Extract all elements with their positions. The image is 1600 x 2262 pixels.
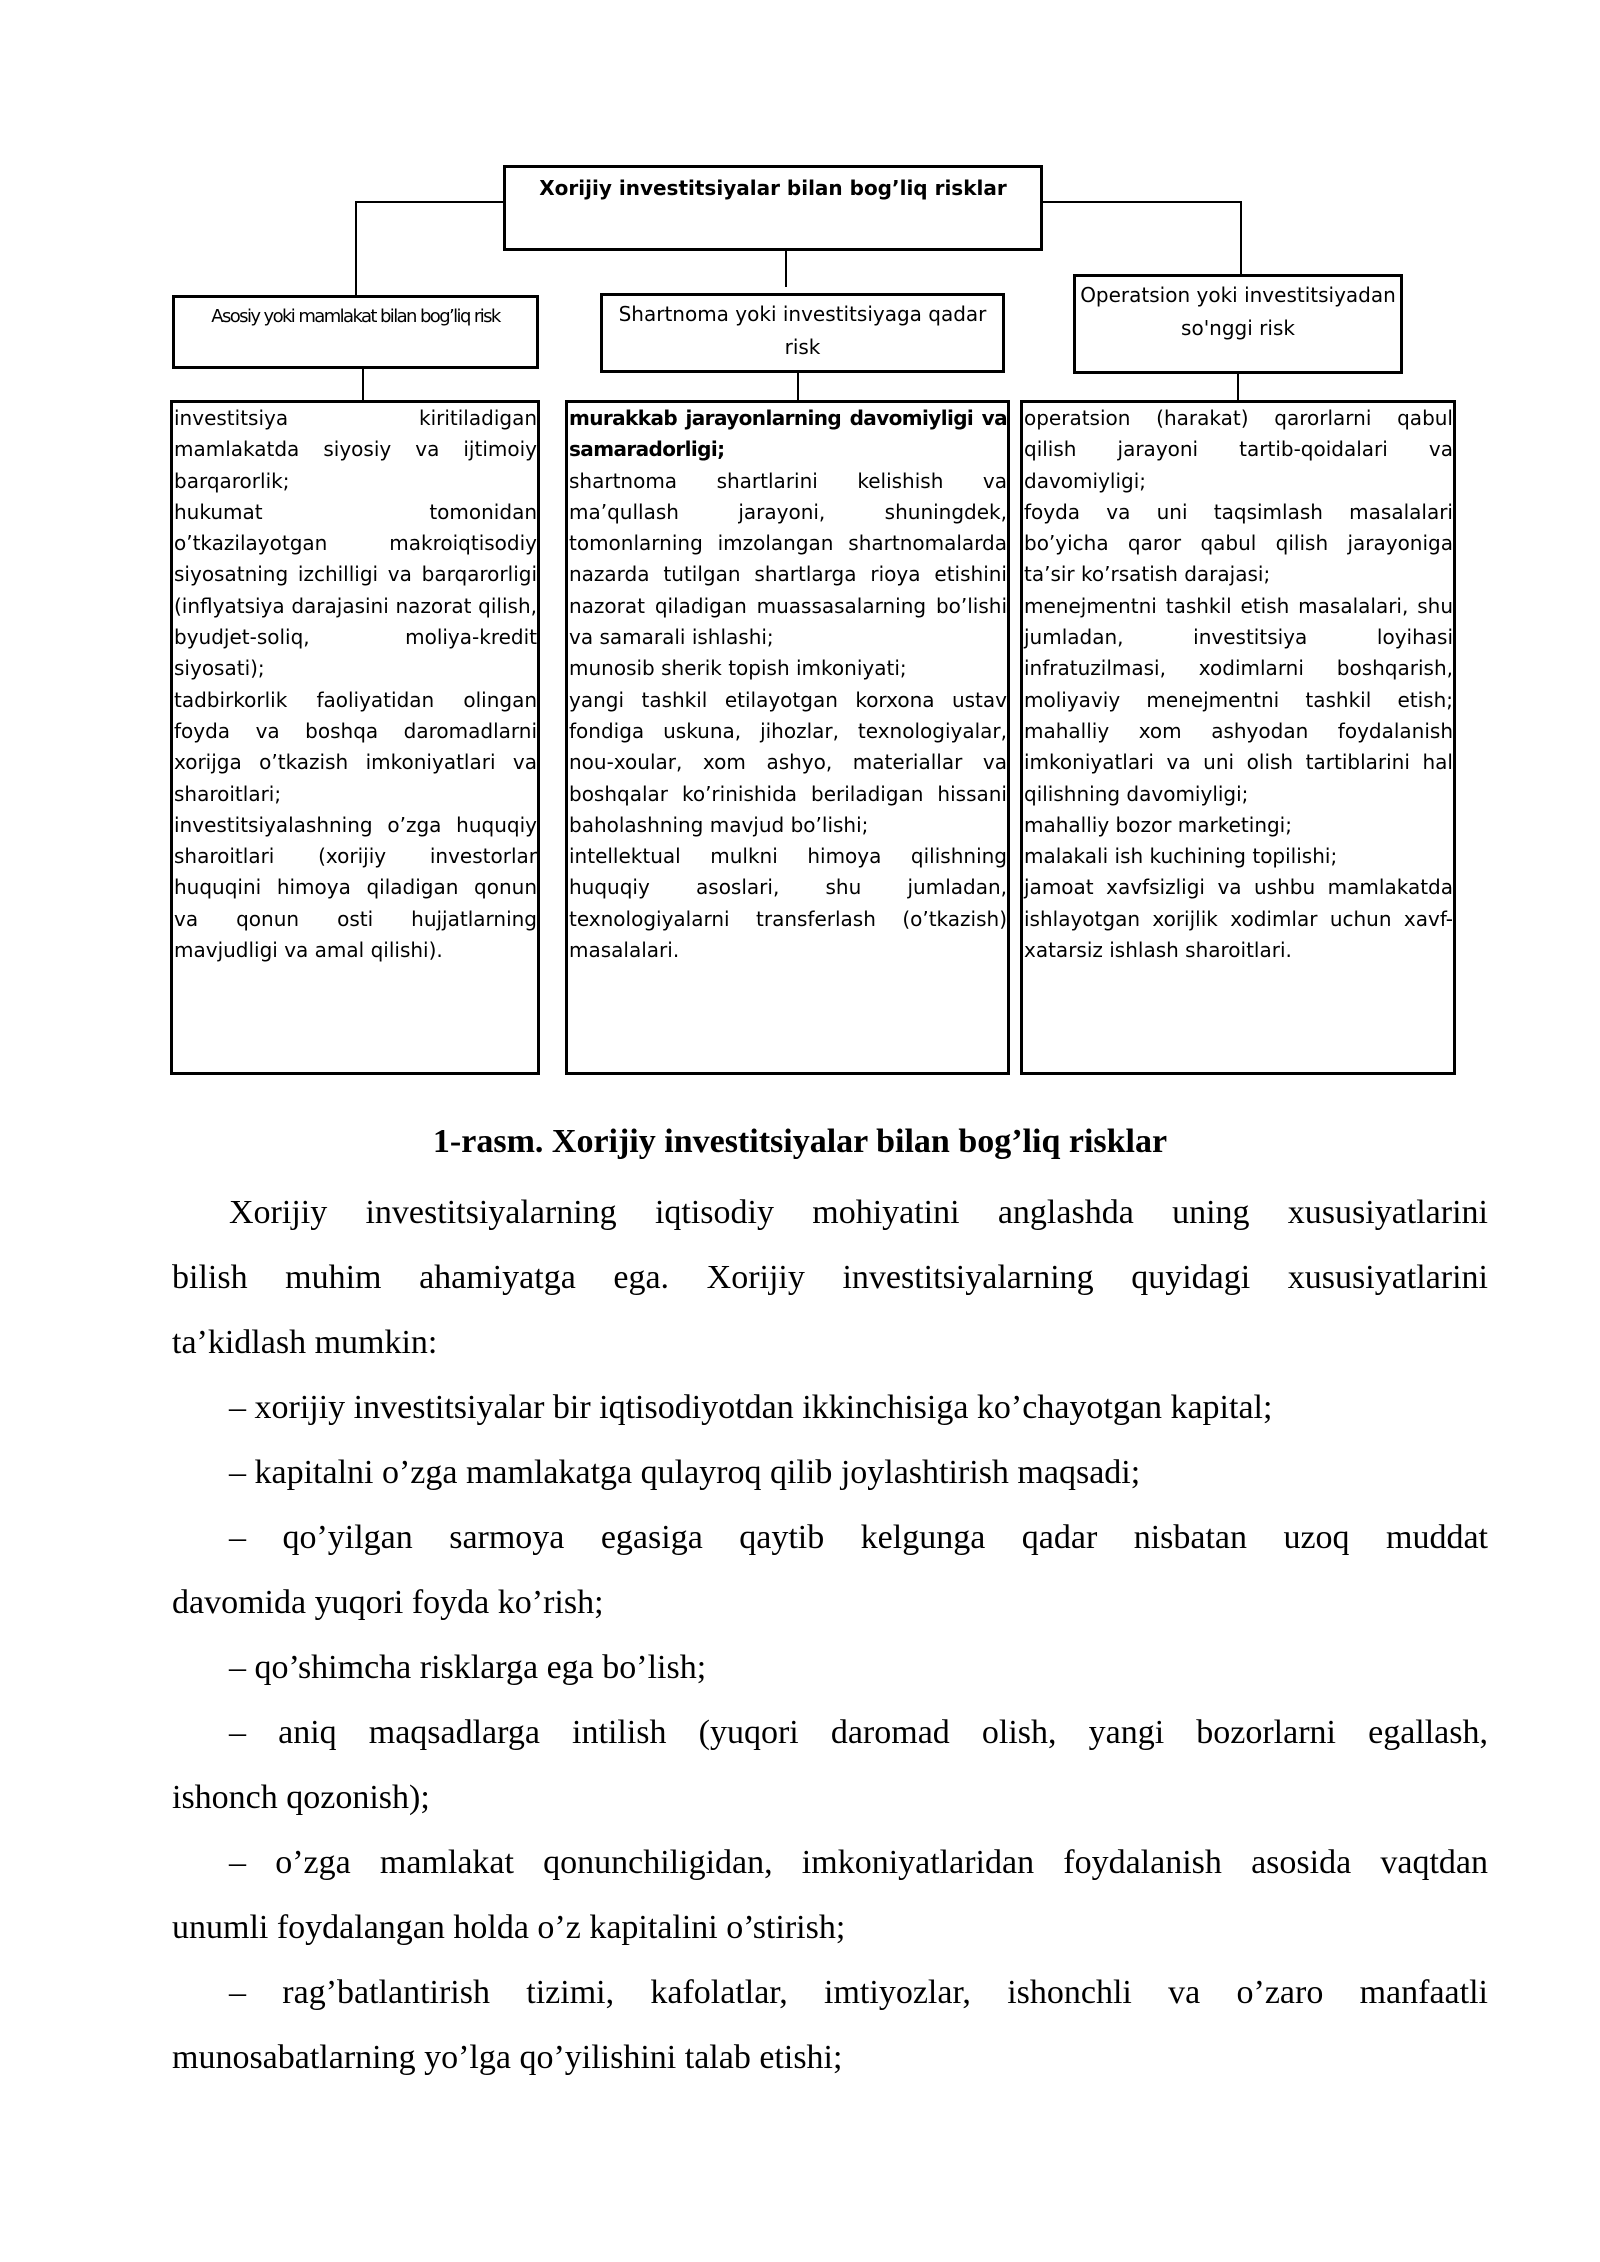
connector-sub2: [797, 373, 799, 400]
category-box-country: [172, 295, 539, 369]
risk-detail-line: jamoat xavfsizligi va ushbu mamlakatda: [1024, 875, 1453, 900]
risk-detail-line: qilishning davomiyligi;: [1024, 781, 1249, 806]
connector-sub3: [1237, 374, 1239, 400]
detail-box-country: [170, 400, 540, 1075]
body-text-line: ishonch qozonish);: [172, 1779, 430, 1816]
body-text-line: – o’zga mamlakat qonunchiligidan, imkoniyatlaridan foydalanish asosida vaqtdan: [229, 1844, 1488, 1881]
risk-detail-line: masalalari.: [569, 938, 680, 963]
risk-detail-line: huquqiy asoslari, shu jumladan,: [569, 875, 1007, 900]
risk-detail-line: moliyaviy menejmentni tashkil etish;: [1024, 687, 1453, 712]
risk-detail-line: samaradorligi;: [569, 437, 725, 462]
risk-detail-line: huquqini himoya qiladigan qonun: [174, 875, 537, 900]
risk-detail-line: baholashning mavjud bo’lishi;: [569, 812, 869, 837]
risk-detail-line: nou-xoular, xom ashyo, materiallar va: [569, 750, 1007, 775]
risk-detail-line: barqarorlik;: [174, 468, 290, 493]
risk-detail-line: yangi tashkil etilayotgan korxona ustav: [569, 687, 1007, 712]
risk-detail-line: texnologiyalarni transferlash (o’tkazish): [569, 906, 1007, 931]
risk-detail-line: investitsiya kiritiladigan: [174, 406, 537, 430]
detail-box-contract: [565, 400, 1010, 1075]
risk-detail-line: boshqalar ko’rinishida beriladigan hissani: [569, 781, 1007, 806]
risk-detail-line: xatarsiz ishlash sharoitlari.: [1024, 938, 1292, 963]
connector-center-vertical: [785, 251, 787, 287]
risk-detail-line: byudjet-soliq, moliya-kredit: [174, 625, 537, 650]
risk-detail-line: foyda va uni taqsimlash masalalari: [1024, 499, 1453, 524]
connector-sub1: [362, 369, 364, 400]
risk-detail-line: munosib sherik topish imkoniyati;: [569, 656, 907, 681]
connector-left-vertical: [355, 201, 357, 296]
figure-caption: 1-rasm. Xorijiy investitsiyalar bilan bog’liq risklar: [432, 1123, 1168, 1160]
risk-detail-line: shartnoma shartlarini kelishish va: [569, 468, 1007, 493]
risk-detail-line: hukumat tomonidan: [174, 499, 537, 524]
risk-detail-line: fondiga uskuna, jihozlar, texnologiyalar,: [569, 718, 1007, 743]
risk-detail-line: bo’yicha qaror qabul qilish jarayoniga: [1024, 531, 1453, 556]
category-label: Asosiy yoki mamlakat bilan bog’liq risk: [211, 306, 500, 327]
risk-detail-line: tomonlarning imzolangan shartnomalarda: [569, 531, 1007, 556]
connector-right-horizontal: [1043, 201, 1241, 203]
body-text-line: – kapitalni o’zga mamlakatga qulayroq qilib joylashtirish maqsadi;: [229, 1454, 1141, 1491]
diagram-title-box: [503, 165, 1043, 251]
body-text-line: – rag’batlantirish tizimi, kafolatlar, imtiyozlar, ishonchli va o’zaro manfaatli: [229, 1974, 1488, 2011]
risk-detail-line: infratuzilmasi, xodimlarni boshqarish,: [1024, 656, 1453, 681]
category-label: Operatsion yoki investitsiyadan so'nggi risk: [1080, 283, 1396, 340]
risk-detail-line: va samarali ishlashi;: [569, 625, 774, 650]
body-text-line: – qo’shimcha risklarga ega bo’lish;: [229, 1649, 707, 1686]
connector-right-vertical: [1240, 201, 1242, 275]
risk-detail-line: siyosatning izchilligi va barqarorligi: [174, 562, 537, 587]
connector-left-horizontal: [355, 201, 504, 203]
risk-detail-line: xorijga o’tkazish imkoniyatlari va: [174, 750, 537, 775]
risk-detail-line: jumladan, investitsiya loyihasi: [1024, 625, 1453, 650]
risk-detail-line: (inflyatsiya darajasini nazorat qilish,: [174, 593, 537, 618]
body-text-line: munosabatlarning yo’lga qo’yilishini talab etishi;: [172, 2039, 843, 2076]
category-label: Shartnoma yoki investitsiyaga qadar risk: [618, 302, 987, 359]
risk-detail-line: sharoitlari (xorijiy investorlar: [174, 844, 537, 869]
risk-detail-line: malakali ish kuchining topilishi;: [1024, 844, 1338, 869]
risk-detail-line: siyosati);: [174, 656, 265, 681]
body-text-line: ta’kidlash mumkin:: [172, 1324, 438, 1361]
body-text-line: davomida yuqori foyda ko’rish;: [172, 1584, 604, 1621]
risk-detail-line: mamlakatda siyosiy va ijtimoiy: [174, 437, 537, 462]
risk-detail-line: ta’sir ko’rsatish darajasi;: [1024, 562, 1271, 587]
body-text-line: Xorijiy investitsiyalarning iqtisodiy mohiyatini anglashda uning xususiyatlarini: [229, 1194, 1488, 1231]
risk-detail-line: investitsiyalashning o’zga huquqiy: [174, 812, 537, 837]
risk-detail-line: nazarda tutilgan shartlarga rioya etishini: [569, 562, 1007, 587]
body-text-line: unumli foydalangan holda o’z kapitalini o’stirish;: [172, 1909, 846, 1946]
risk-detail-line: mahalliy bozor marketingi;: [1024, 812, 1292, 837]
category-box-contract: [600, 293, 1005, 373]
detail-box-operational: [1020, 400, 1456, 1075]
risk-detail-line: o’tkazilayotgan makroiqtisodiy: [174, 531, 537, 556]
risk-detail-line: intellektual mulkni himoya qilishning: [569, 844, 1007, 869]
risk-detail-line: nazorat qiladigan muassasalarning bo’lishi: [569, 593, 1007, 618]
risk-detail-line: qilish jarayoni tartib-qoidalari va: [1024, 437, 1453, 462]
risk-detail-line: mavjudligi va amal qilishi).: [174, 938, 443, 963]
diagram-title: Xorijiy investitsiyalar bilan bog’liq risklar: [539, 176, 1007, 200]
risk-detail-line: ishlayotgan xorijlik xodimlar uchun xavf-: [1024, 906, 1453, 931]
risk-detail-line: mahalliy xom ashyodan foydalanish: [1024, 718, 1453, 743]
risk-detail-line: va qonun osti hujjatlarning: [174, 906, 537, 931]
category-box-operational: [1073, 274, 1403, 374]
body-text-line: – qo’yilgan sarmoya egasiga qaytib kelgunga qadar nisbatan uzoq muddat: [229, 1519, 1488, 1556]
risk-detail-line: operatsion (harakat) qarorlarni qabul: [1024, 406, 1453, 430]
body-text-line: – xorijiy investitsiyalar bir iqtisodiyotdan ikkinchisiga ko’chayotgan kapital;: [229, 1389, 1273, 1426]
risk-detail-line: tadbirkorlik faoliyatidan olingan: [174, 687, 537, 712]
risk-detail-line: murakkab jarayonlarning davomiyligi va: [569, 406, 1007, 430]
risk-detail-line: imkoniyatlari va uni olish tartiblarini hal: [1024, 750, 1453, 775]
body-text-line: – aniq maqsadlarga intilish (yuqori daromad olish, yangi bozorlarni egallash,: [229, 1714, 1488, 1751]
body-text-line: bilish muhim ahamiyatga ega. Xorijiy investitsiyalarning quyidagi xususiyatlarini: [172, 1259, 1488, 1296]
risk-detail-line: foyda va boshqa daromadlarni: [174, 718, 537, 743]
risk-detail-line: davomiyligi;: [1024, 468, 1147, 493]
risk-detail-line: ma’qullash jarayoni, shuningdek,: [569, 499, 1007, 524]
risk-detail-line: menejmentni tashkil etish masalalari, shu: [1024, 593, 1453, 618]
body-text: [172, 1180, 1488, 2090]
risk-detail-line: sharoitlari;: [174, 781, 282, 806]
